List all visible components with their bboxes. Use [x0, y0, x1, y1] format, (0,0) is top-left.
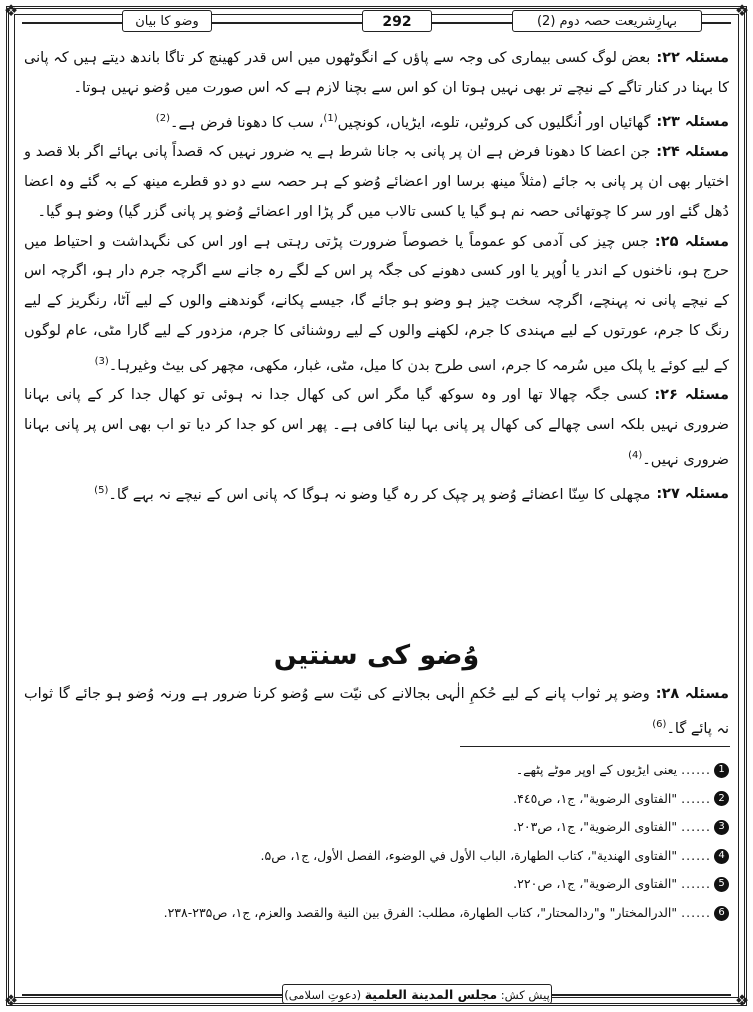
header-rule [22, 22, 122, 24]
masala-26: مسئلہ ۲۶:کسی جگہ چھالا تھا اور وہ سوکھ گیا مگر اس کی کھال جدا نہ ہوئی تو کھال جدا کر کے پانی بہانا ضروری نہیں بلکہ اسی چھالے کی کھال پر پانی بہا لینا کافی ہے۔ پھر اس کو جدا کر دیا تو اب بھی اس پر پانی بہانا ضروری نہیں۔$^{(4)}$ [24, 387, 729, 468]
corner-ornament-icon: ❖ [734, 1, 750, 20]
footnote-ref[interactable]: (3) [94, 355, 109, 367]
footnote-item: 4 ...... "الفتاوی الهندیة"، کتاب الطهارة، الباب الأول في الوضوء، الفصل الأول، ج۱، ص۵. [24, 842, 729, 871]
page-number: 292 [362, 10, 432, 32]
footnote-item: 2 ...... "الفتاوی الرضویة"، ج۱، ص۴٤٥. [24, 785, 729, 814]
footnote-ref[interactable]: (5) [94, 484, 109, 496]
footnotes [24, 756, 729, 928]
footnote-number: 4 [714, 849, 729, 864]
footnote-divider [460, 746, 730, 747]
footer-rule [552, 994, 731, 996]
publisher-credit: پیش کش: مجلس المدینة العلمیة (دعوتِ اسلامی) [282, 984, 552, 1004]
footnote-number: 3 [714, 820, 729, 835]
masala-27: مسئلہ ۲۷:مچھلی کا سِنّا اعضائے وُضو پر چپک کر رہ گیا وضو نہ ہوگا کہ پانی اس کے نیچے نہ بہے گا۔$^{(5)}$ [94, 484, 729, 503]
footnote-ref[interactable]: (6) [652, 718, 667, 730]
footnote-ref[interactable]: (4) [628, 450, 643, 462]
publisher-name: مجلس المدینة العلمیة [364, 987, 498, 1002]
footnote-number: 2 [714, 791, 729, 806]
main-text [24, 44, 729, 510]
corner-ornament-icon: ❖ [3, 991, 19, 1010]
book-title: بہارِشریعت حصہ دوم (2) [512, 10, 702, 32]
footnote-item: 3 ...... "الفتاوی الرضویة"، ج۱، ص۲۰۳. [24, 813, 729, 842]
masala-25: مسئلہ ۲۵:جس چیز کی آدمی کو عموماً یا خصوصاً ضرورت پڑتی رہتی ہے اور اس کی نگہداشت و احتیاط میں حرج ہو، ناخنوں کے اندر یا اُوپر یا اور کسی دھونے کی جگہ پر اس کے لگے رہ جانے سے اگرچہ جرم دار ہو، اگرچہ اس کے نیچے پانی نہ پہنچے، اگرچہ سخت چیز ہو وضو ہو جائے گا، جیسے پکانے، گوندھنے والوں کے لیے آٹا، رنگریز کے لیے رنگ کا جرم، عورتوں کے لیے مہندی کا جرم، لکھنے والوں کے لیے روشنائی کا جرم، مزدور کے لیے گارا مٹی، عام لوگوں کے لیے کوئے یا پلک میں سُرمہ کا جرم، اسی طرح بدن کا میل، مٹی، غبار، مکھی، مچھر کی بیٹ وغیرہا۔$^{(3)}$ [24, 233, 730, 374]
corner-ornament-icon: ❖ [3, 1, 19, 20]
masala-22: مسئلہ ۲۲:بعض لوگ کسی بیماری کی وجہ سے پاؤں کے انگوٹھوں میں اس قدر کھینچ کر تاگا باندھ دیتے ہیں کہ پانی کا بہنا در کنار تاگے کے نیچے تر بھی نہیں ہوتا ان کو اس سے بچنا لازم ہے کہ اس صورت میں وُضو نہیں ہوتا۔ [24, 50, 729, 96]
masala-28: مسئلہ ۲۸:وضو پر ثواب پانے کے لیے حُکمِ الٰہی بجالانے کی نیّت سے وُضو کرنا ضرور ہے ورنہ وُضو ہو جائے گا ثواب نہ پائے گا۔$^{(6)}$ [24, 686, 729, 737]
page-header [22, 10, 731, 34]
footnote-ref[interactable]: (2) [155, 112, 170, 124]
footnote-item: 1 ...... یعنی ایڑیوں کے اوپر موٹے پٹھے۔ [24, 756, 729, 785]
header-rule [212, 22, 362, 24]
footnote-number: 6 [714, 906, 729, 921]
section-heading: وُضو کی سنتیں [273, 640, 480, 671]
footnote-item: 5 ...... "الفتاوی الرضویة"، ج۱، ص۲۲۰. [24, 870, 729, 899]
header-rule [432, 22, 512, 24]
masala-23: مسئلہ ۲۳:گھائیاں اور اُنگلیوں کی کروٹیں، تلوے، ایڑیاں، کونچیں$^{(1)}$، سب کا دھونا فرض ہے۔$^{(2)}$ [155, 112, 729, 131]
corner-ornament-icon: ❖ [734, 991, 750, 1010]
masala-24: مسئلہ ۲۴:جن اعضا کا دھونا فرض ہے ان پر پانی بہ جانا شرط ہے یہ ضرور نہیں کہ قصداً پانی بہائے اگر بلا قصد و اختیار بھی ان پر پانی بہ جائے (مثلاً مینھ برسا اور اعضائے وُضو کے ہر حصہ سے دو دو قطرے مینھ کے بہ گئے وہ اعضا دُھل گئے اور سر کا چوتھائی حصہ نم ہو گیا یا کسی تالاب میں گر پڑا اور اعضائے وُضو پر پانی گزر گیا) وضو ہو گیا۔ [24, 144, 729, 220]
footnote-ref[interactable]: (1) [323, 112, 338, 124]
footnote-item: 6 ...... "الدرالمختار" و"ردالمحتار"، کتاب الطهارة، مطلب: الفرق بین النیة والقصد والعزم، ج۱، ص۲۳۵-۲۳۸. [24, 899, 729, 928]
chapter-title: وضو کا بیان [122, 10, 212, 32]
header-rule [702, 22, 731, 24]
footnote-number: 1 [714, 763, 729, 778]
footnote-number: 5 [714, 877, 729, 892]
footer-rule [22, 994, 282, 996]
page-footer [22, 984, 731, 1006]
